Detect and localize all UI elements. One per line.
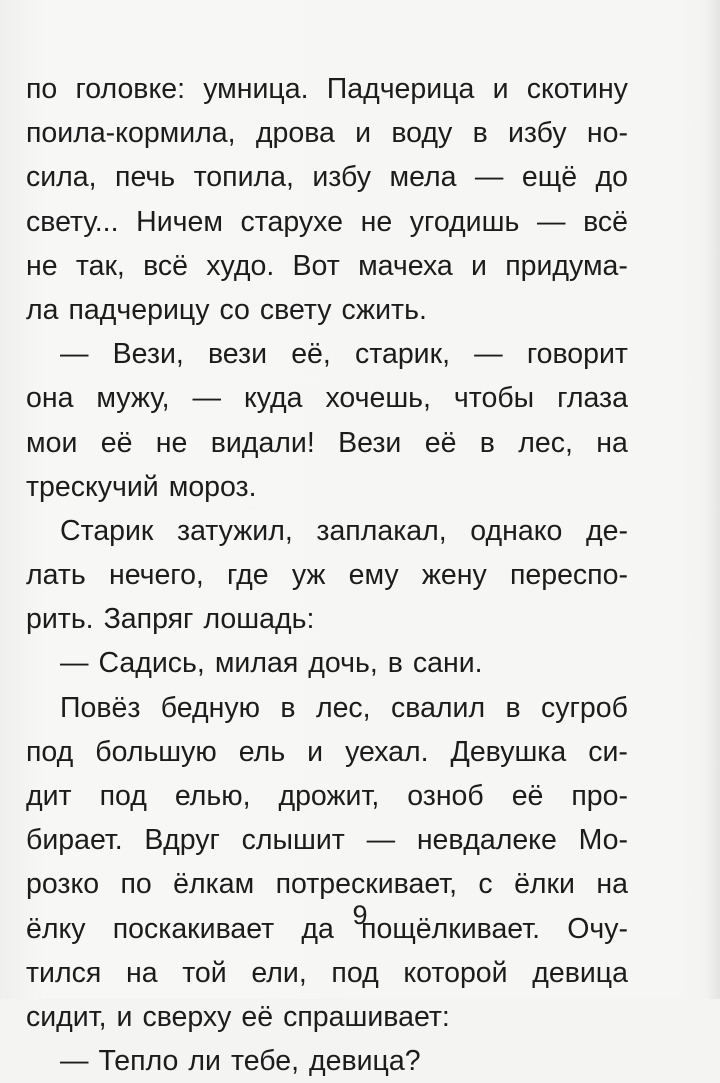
word: избу [508, 117, 567, 150]
word: затужил, [177, 514, 293, 547]
word: ему [348, 559, 399, 592]
word: да [301, 912, 334, 945]
word: и [355, 117, 372, 150]
word: худо. [206, 249, 275, 282]
word: не [155, 426, 188, 459]
word: по [120, 868, 152, 901]
word: свету [259, 293, 332, 326]
word: вези [207, 338, 268, 371]
text-line [26, 244, 628, 288]
word: под [99, 780, 147, 812]
word: в [472, 117, 488, 150]
word: потрескивает, [275, 868, 458, 901]
word: свалил [391, 691, 486, 724]
word: Мо- [578, 824, 628, 857]
word: по [26, 73, 58, 105]
word: сани. [412, 647, 483, 680]
word: про- [571, 780, 628, 812]
text-line [26, 597, 628, 641]
word: — [60, 1045, 89, 1078]
word: лать [26, 559, 86, 592]
word: ёлки [514, 868, 575, 901]
word: на [125, 956, 158, 989]
word: дит [26, 780, 72, 812]
text-line [26, 376, 628, 420]
word: дрожит, [278, 780, 380, 812]
word: уехал. [345, 735, 429, 768]
word: в [505, 691, 521, 724]
word: тебе, [230, 1045, 300, 1078]
word: лес, [518, 426, 573, 459]
word: Падчерица [326, 73, 475, 105]
text-line [26, 1039, 628, 1083]
word: на [596, 868, 628, 901]
word: поскакивает [112, 912, 275, 945]
word: куда [243, 382, 303, 415]
word: избу [312, 161, 371, 194]
word: — [474, 338, 503, 371]
word: угодишь [409, 205, 520, 238]
word: её [511, 780, 544, 812]
text-line [26, 686, 628, 730]
word: бедную [160, 691, 261, 724]
word: придума- [505, 249, 628, 282]
word: не [26, 249, 58, 282]
text-line [26, 111, 628, 155]
word: ёлку [26, 912, 86, 945]
word: Ничем [136, 205, 223, 238]
word: пощёлкивает. [361, 912, 541, 945]
word: видали! [210, 426, 315, 459]
word: Очу- [567, 912, 628, 945]
word: сила, [26, 161, 97, 194]
word: её [241, 1000, 274, 1033]
word: нечего, [108, 559, 204, 592]
word: всё [583, 205, 628, 238]
word: глаза [557, 382, 628, 415]
word: елью, [174, 780, 251, 812]
word: Девушка [450, 735, 567, 768]
word: лошадь: [203, 603, 315, 636]
word: си- [588, 735, 628, 768]
word: старик, [355, 338, 450, 371]
word: в [280, 691, 296, 724]
word: под [331, 956, 379, 989]
word: ёлкам [173, 868, 255, 901]
word: Запряг [103, 603, 194, 636]
word: жену [421, 559, 487, 592]
word: умница. [203, 73, 309, 105]
word: озноб [407, 780, 484, 812]
word: мои [26, 426, 78, 459]
word: на [596, 426, 628, 459]
word: где [227, 559, 269, 592]
word: милая [214, 647, 299, 680]
text-line [26, 774, 628, 818]
text-line [26, 288, 628, 332]
text-line [26, 641, 628, 685]
word: под [26, 735, 74, 768]
word: спрашивает: [283, 1000, 450, 1033]
word: ель [238, 735, 286, 768]
word: — [366, 824, 396, 857]
word: слышит [241, 824, 345, 857]
word: Тепло [98, 1045, 179, 1078]
text-line [26, 332, 628, 376]
word: Садись, [98, 647, 205, 680]
word: говорит [526, 338, 628, 371]
word: но- [586, 117, 628, 150]
word: в [479, 426, 495, 459]
word: падчерицу [68, 293, 210, 326]
text-line [26, 730, 628, 774]
word: печь [115, 161, 176, 194]
word: свету... [26, 205, 119, 238]
word: так, [75, 249, 125, 282]
word: ели, [251, 956, 307, 989]
word: Вдруг [144, 824, 220, 857]
word: ли [188, 1045, 221, 1078]
word: — [192, 382, 222, 415]
word: девица [532, 956, 628, 989]
word: старухе [240, 205, 343, 238]
word: большую [95, 735, 217, 768]
word: чтобы [453, 382, 535, 415]
word: невдалеке [416, 824, 557, 857]
word: де- [585, 514, 628, 547]
word: Старик [60, 514, 154, 547]
word: воду [391, 117, 453, 150]
word: Вот [292, 249, 340, 282]
word: топила, [193, 161, 294, 194]
word: с [478, 868, 493, 901]
word: до [595, 161, 628, 194]
word: всё [143, 249, 189, 282]
word: ла [26, 293, 59, 326]
text-line [26, 995, 628, 1039]
word: и [471, 249, 487, 282]
word: — [60, 338, 89, 371]
word: сугроб [541, 691, 628, 724]
word: сверху [142, 1000, 232, 1033]
word: со [219, 293, 250, 326]
text-line [26, 155, 628, 199]
word: мужу, [96, 382, 170, 415]
word: заплакал, [316, 514, 447, 547]
word: девица? [309, 1045, 421, 1078]
word: поила-кормила, [26, 117, 236, 150]
word: лес, [315, 691, 371, 724]
word: рить. [26, 603, 94, 636]
word: трескучий [26, 470, 159, 503]
word: дрова [255, 117, 335, 150]
word: уж [291, 559, 326, 592]
word: Вези [338, 426, 402, 459]
word: хочешь, [325, 382, 431, 415]
word: однако [470, 514, 563, 547]
word: — [536, 205, 566, 238]
word: — [474, 161, 504, 194]
word: Повёз [60, 691, 141, 724]
word: дочь, [308, 647, 378, 680]
word: она [26, 382, 74, 415]
word: и [307, 735, 324, 768]
word: и [116, 1000, 133, 1033]
word: розко [26, 868, 100, 901]
word: сжить. [341, 293, 427, 326]
word: скотину [526, 73, 628, 105]
text-line [26, 951, 628, 995]
text-line [26, 67, 628, 111]
word: ещё [521, 161, 578, 194]
word: мачеха [358, 249, 453, 282]
word: мела [389, 161, 457, 194]
text-line [26, 553, 628, 597]
word: её [424, 426, 457, 459]
word: сидит, [26, 1000, 107, 1033]
word: тился [26, 956, 102, 989]
word: — [60, 647, 89, 680]
page-number: 9 [352, 900, 368, 930]
text-line [26, 818, 628, 862]
word: мороз. [168, 470, 257, 503]
text-line [26, 465, 628, 509]
text-line [26, 509, 628, 553]
word: которой [403, 956, 508, 989]
word: той [182, 956, 227, 989]
word: не [360, 205, 393, 238]
word: её [100, 426, 133, 459]
word: головке: [75, 73, 186, 105]
word: её, [291, 338, 331, 371]
text-line [26, 200, 628, 244]
text-line [26, 421, 628, 465]
word: Вези, [112, 338, 184, 371]
page-edge-shadow [706, 0, 720, 999]
word: в [387, 647, 403, 680]
word: переспо- [509, 559, 628, 592]
word: бирает. [26, 824, 123, 857]
word: и [492, 73, 509, 105]
